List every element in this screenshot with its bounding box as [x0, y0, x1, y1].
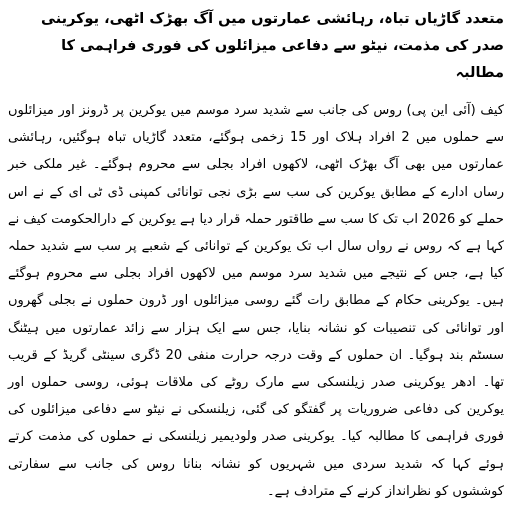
article-headline: متعدد گاڑیاں تباہ، رہائشی عمارتوں میں آگ بھڑک اٹھی، یوکرینی صدر کی مذمت، نیٹو سے دفاعی میزائلوں کی فوری فراہمی کا مطالبہ	[41, 11, 504, 81]
article-body: کیف (آئی این پی) روس کی جانب سے شدید سرد موسم میں یوکرین پر ڈرونز اور میزائلوں سے حملوں میں 2 افراد ہلاک اور 15 زخمی ہوگئے، متعدد گاڑیاں تباہ ہوگئیں، رہائشی عمارتوں میں بھی آگ بھڑک اٹھی، لاکھوں افراد بجلی سے محروم ہوگئے۔ غیر ملکی خبر رساں ادارے کے مطابق یوکرین کی سب سے بڑی نجی توانائی کمپنی ڈی ٹی ای کے نے اس حملے کو 2026 اب تک کا سب سے طاقتور حملہ قرار دیا ہے یوکرین کے دارالحکومت کیف نے کہا ہے کہ روس نے رواں سال اب تک یوکرین کے توانائی کے شعبے پر سب سے شدید حملہ کیا ہے، جس کے نتیجے میں شدید سرد موسم میں لاکھوں افراد بجلی سے محروم ہوگئے ہیں۔ یوکرینی حکام کے مطابق رات گئے روسی میزائلوں اور ڈرون حملوں نے بجلی گھروں اور توانائی کی تنصیبات کو نشانہ بنایا، جس سے ایک ہزار سے زائد عمارتوں میں ہیٹنگ سسٹم بند ہوگیا۔ ان حملوں کے وقت درجہ حرارت منفی 20 ڈگری سینٹی گریڈ کے قریب تھا۔ ادھر یوکرینی صدر زیلنسکی سے مارک روٹے کی ملاقات ہوئی، روسی حملوں اور یوکرین کی دفاعی ضروریات پر گفتگو کی گئی، زیلنسکی نے نیٹو سے دفاعی میزائلوں کی فوری فراہمی کا مطالبہ کیا۔ یوکرینی صدر ولودیمیر زیلنسکی نے حملوں کی مذمت کرتے ہوئے کہا کہ شدید سردی میں شہریوں کو نشانہ بنانا روس کی جانب سے سفارتی کوششوں کو نظرانداز کرنے کے مترادف ہے۔	[8, 103, 504, 499]
